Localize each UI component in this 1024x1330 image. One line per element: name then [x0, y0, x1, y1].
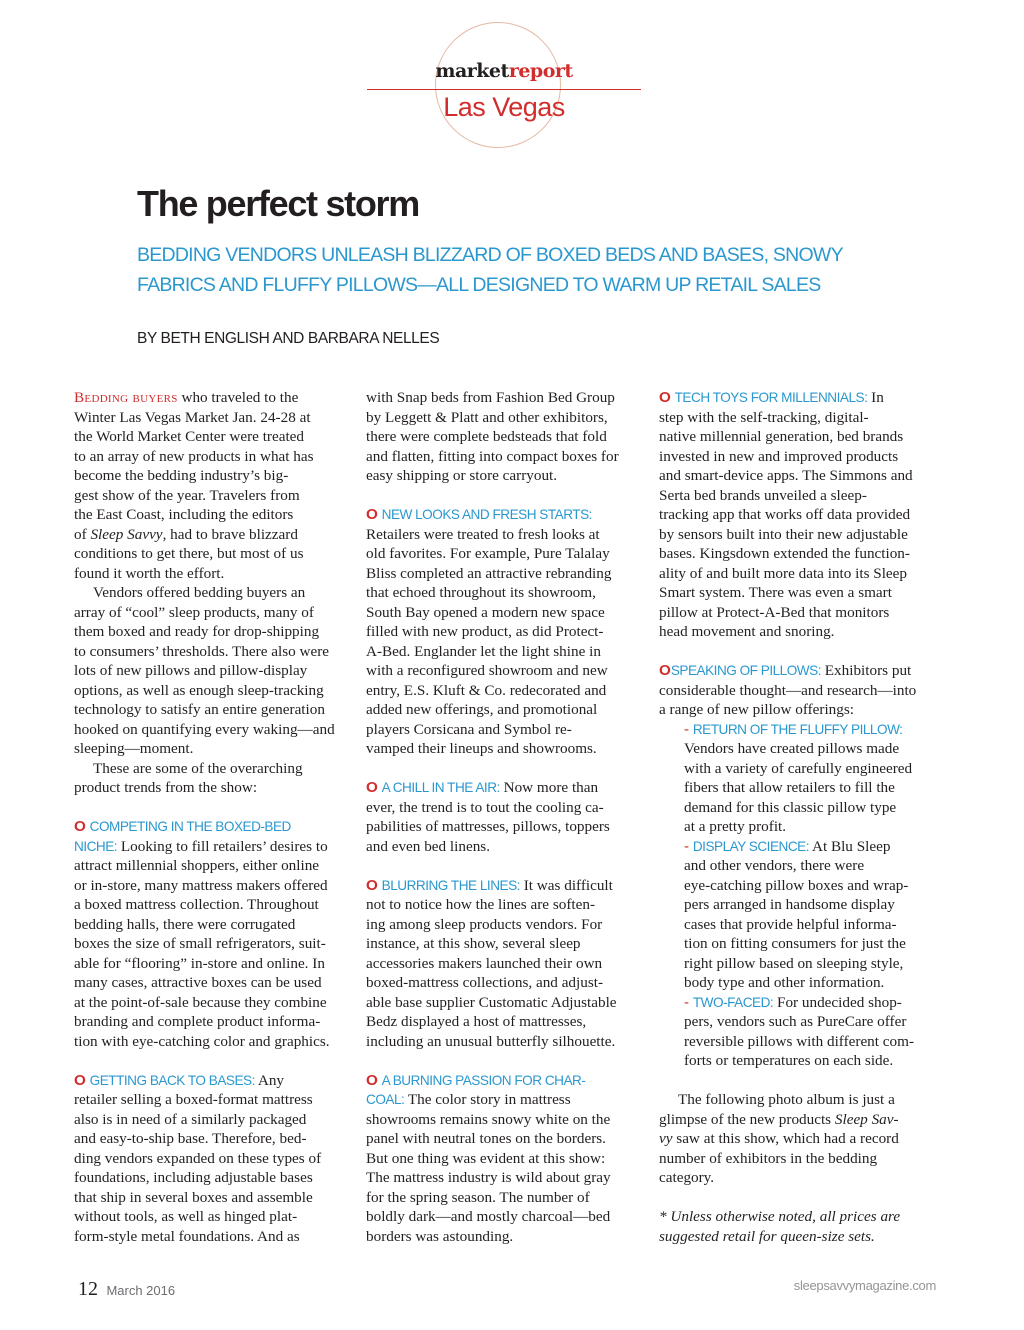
section-kicker: marketreport — [435, 60, 573, 82]
body-column-3: O TECH TOYS FOR MILLENNIALS: In step with the self-tracking, digital- native millennial generation, bed brands invested in new and improved products and smart-device apps. The Simmons and Serta bed brands unveiled a sleep- tracking app that works off data provided by sensors built into their new adjustable bases. Kingsdown extended the function- ality of and built more data into its Sleep Smart system. There was even a smart pillow at Protect-A-Bed that monitors head movement and snoring. OSPEAKING OF PILLOWS: Exhibitors put considerable thought—and research—into a range of new pillow offerings: - RETURN OF THE FLUFFY PILLOW: Vendors have created pillows made with a variety of carefully engineered fibers that allow retailers to fill the demand for this classic pillow type at a pretty profit. - DISPLAY SCIENCE: At Blu Sleep and other vendors, there were eye-catching pillow boxes and wrap- pers arranged in handsome display cases that provide helpful informa- tion on fitting consumers for just the right pillow based on sleeping style, body type and other information. - TWO-FACED: For undecided shop- pers, vendors such as PureCare offer reversible pillows with different com- forts or temperatures on each side. The following photo album is just a glimpse of the new products Sleep Sav- vy saw at this show, which had a record number of exhibitors in the bedding category. * Unless otherwise noted, all prices are suggested retail for queen-size sets. — [659, 388, 941, 1246]
bullet-marker: O — [366, 779, 378, 796]
body-column-1: Bedding buyers who traveled to the Winter Las Vegas Market Jan. 24-28 at the World Market Center were treated to an array of new products in what has become the bedding industry’s big- gest show of the year. Travelers from the East Coast, including the editors of Sleep Savvy, had to brave blizzard conditions to get there, but most of us found it worth the effort. Vendors offered bedding buyers an array of “cool” sleep products, many of them boxed and ready for drop-shipping to consumers’ thresholds. There also were lots of new pillows and pillow-display options, as well as enough sleep-tracking technology to satisfy an entire generation hooked on quantifying every waking—and sleeping—moment. These are some of the overarching product trends from the show: O COMPETING IN THE BOXED-BED NICHE: Looking to fill retailers’ desires to attract millennial shoppers, either online or in-store, many mattress makers offered a boxed mattress collection. Throughout bedding halls, there were corrugated boxes the size of small refrigerators, suit- able for “flooring” in-store and online. In many cases, attractive boxes can be used at the point-of-sale because they combine branding and complete product informa- tion with eye-catching color and graphics. O GETTING BACK TO BASES: Any retailer selling a boxed-format mattress also is in need of a similarly packaged and easy-to-ship base. Therefore, bed- ding vendors expanded on these types of foundations, including adjustable bases that ship in several boxes and assemble without tools, as well as hinged plat- form-style metal foundations. And as — [74, 388, 346, 1246]
magazine-name: Sleep Sav- — [834, 1110, 899, 1128]
subsection-heading: - RETURN OF THE FLUFFY PILLOW: — [684, 720, 903, 738]
body-column-2: with Snap beds from Fashion Bed Group by Leggett & Platt and other exhibitors, there were complete bedsteads that fold and flatten, fitting into compact boxes for easy shipping or store carryout. O NEW LOOKS AND FRESH STARTS: Retailers were treated to fresh looks at old favorites. For example, Pure Talalay Bliss completed an attractive rebranding that echoed throughout its showroom, South Bay opened a modern new space filled with new product, as did Protect- A-Bed. Englander let the light shine in with a reconfigured showroom and new entry, E.S. Kluft & Co. redecorated and added new offerings, and promotional players Corsicana and Symbol re- vamped their lineups and showrooms. O A CHILL IN THE AIR: Now more than ever, the trend is to tout the cooling ca- pabilities of mattresses, pillows, toppers and even bed linens. O BLURRING THE LINES: It was difficult not to notice how the lines are soften- ing among sleep products vendors. For instance, at this show, several sleep accessories makers launched their own boxed-mattress collections, and adjust- able base supplier Customatic Adjustable Bedz displayed a host of mattresses, including an unusual butterfly silhouette. O A BURNING PASSION FOR CHAR- COAL: The color story in mattress showrooms remains snowy white on the panel with neutral tones on the borders. But one thing was evident at this show: The mattress industry is wild about gray for the spring season. The number of boldly dark—and mostly charcoal—bed borders was astounding. — [366, 388, 642, 1246]
deck-line: BEDDING VENDORS UNLEASH BLIZZARD OF BOXED BEDS AND BASES, SNOWY — [137, 244, 843, 266]
folio — [78, 1278, 175, 1301]
section-heading: O COMPETING IN THE BOXED-BED — [74, 818, 291, 835]
price-note: suggested retail for queen-size sets. — [659, 1227, 875, 1245]
byline: BY BETH ENGLISH AND BARBARA NELLES — [137, 330, 440, 347]
section-heading: O A CHILL IN THE AIR: Now more than — [366, 779, 599, 796]
section-heading: O BLURRING THE LINES: It was difficult — [366, 876, 613, 894]
dash-marker: - — [684, 837, 690, 855]
bullet-marker: O — [659, 662, 671, 679]
bullet-marker: O — [74, 818, 86, 835]
section-heading: O A BURNING PASSION FOR CHAR- — [366, 1071, 586, 1089]
bullet-marker: O — [366, 506, 378, 523]
website-url: sleepsavvymagazine.com — [793, 1278, 936, 1293]
subsection-heading: - TWO-FACED: For undecided shop- — [684, 993, 902, 1011]
deck-line: FABRICS AND FLUFFY PILLOWS—ALL DESIGNED TO WARM UP RETAIL SALES — [137, 274, 821, 296]
bullet-marker: O — [659, 389, 671, 406]
masthead-rule — [367, 89, 641, 90]
page-number: 12 — [78, 1278, 98, 1300]
section-heading: O NEW LOOKS AND FRESH STARTS: — [366, 506, 592, 523]
article-deck — [137, 240, 947, 300]
price-note: * Unless otherwise noted, all prices are — [659, 1208, 901, 1225]
article-title: The perfect storm — [137, 183, 419, 224]
magazine-name: Sleep Savvy — [90, 525, 163, 543]
bullet-marker: O — [366, 876, 378, 894]
lead-in: Bedding buyers — [74, 389, 178, 406]
magazine-name: vy — [659, 1130, 673, 1147]
bullet-marker: O — [366, 1071, 378, 1089]
section-masthead — [367, 22, 641, 152]
dash-marker: - — [684, 720, 690, 738]
section-heading: O GETTING BACK TO BASES: Any — [74, 1071, 285, 1089]
dash-marker: - — [684, 993, 690, 1011]
bullet-marker: O — [74, 1071, 86, 1089]
section-heading: O TECH TOYS FOR MILLENNIALS: In — [659, 389, 884, 406]
masthead-circle-ornament — [435, 22, 561, 148]
issue-date: March 2016 — [106, 1283, 176, 1298]
section-city: Las Vegas — [443, 92, 565, 122]
subsection-heading: - DISPLAY SCIENCE: At Blu Sleep — [684, 837, 891, 855]
section-heading: OSPEAKING OF PILLOWS: Exhibitors put — [659, 662, 912, 679]
